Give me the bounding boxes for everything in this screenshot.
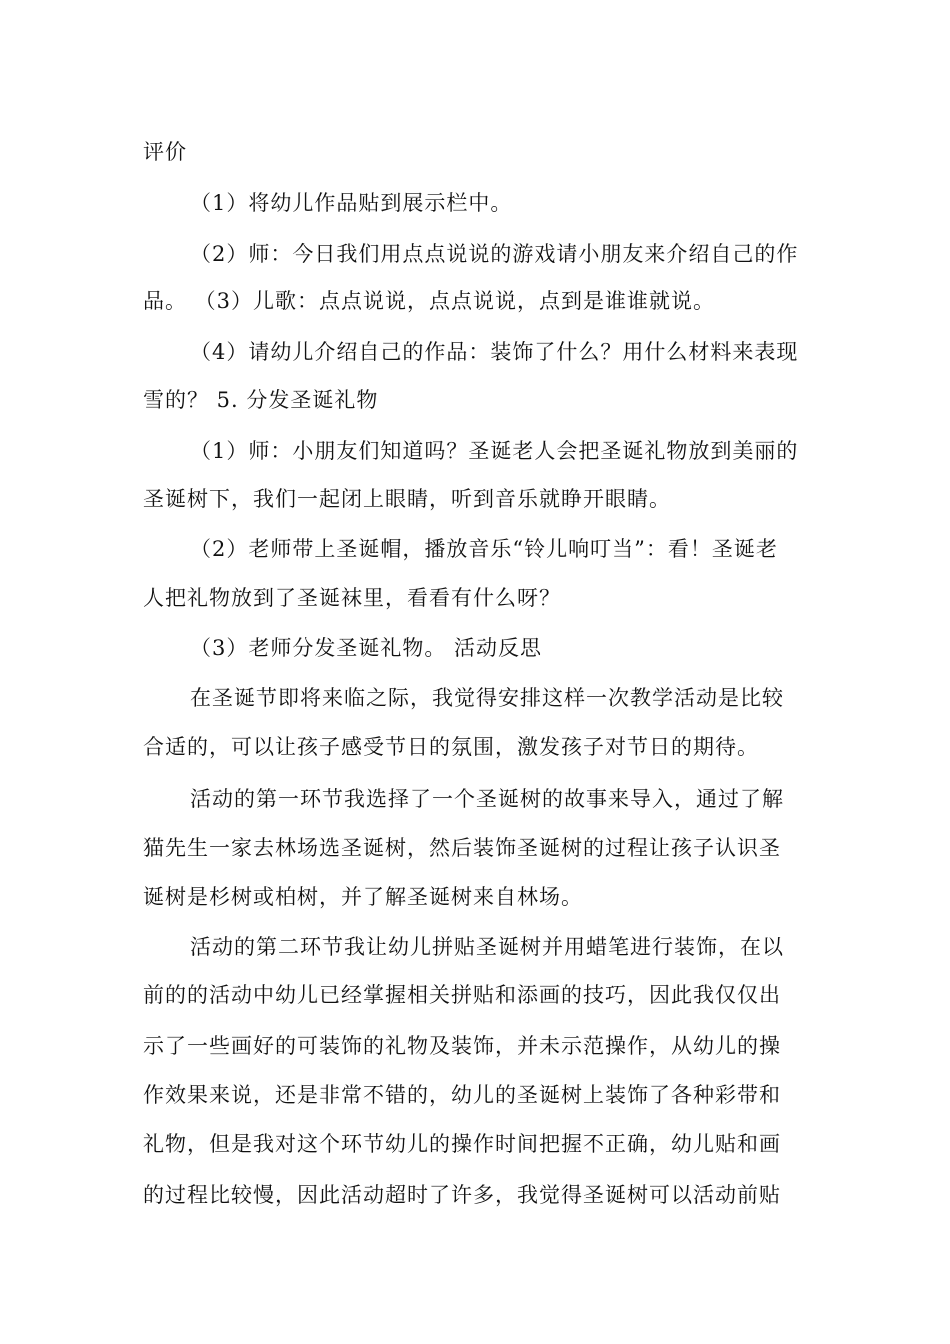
text-line: （2）师：今日我们用点点说说的游戏请小朋友来介绍自己的作 [190,242,799,266]
text-line: （1）将幼儿作品贴到展示栏中。 [190,191,513,215]
text-line: 前的的活动中幼儿已经掌握相关拼贴和添画的技巧，因此我仅仅出 [143,983,781,1007]
text-line: （4）请幼儿介绍自己的作品：装饰了什么？用什么材料来表现 [190,340,799,364]
text-line: 人把礼物放到了圣诞袜里，看看有什么呀？ [143,586,561,610]
text-line: 雪的？ 5. 分发圣诞礼物 [143,388,379,412]
text-line: 猫先生一家去林场选圣诞树，然后装饰圣诞树的过程让孩子认识圣 [143,836,781,860]
text-line: 在圣诞节即将来临之际，我觉得安排这样一次教学活动是比较 [190,686,784,710]
text-line: 示了一些画好的可装饰的礼物及装饰，并未示范操作，从幼儿的操 [143,1034,781,1058]
text-line: 品。 （3）儿歌：点点说说，点点说说，点到是谁谁就说。 [143,289,716,313]
text-line: （1）师：小朋友们知道吗？圣诞老人会把圣诞礼物放到美丽的 [190,439,799,463]
text-line: 合适的，可以让孩子感受节日的氛围，激发孩子对节日的期待。 [143,735,759,759]
text-line: 作效果来说，还是非常不错的，幼儿的圣诞树上装饰了各种彩带和 [143,1083,781,1107]
text-line: 的过程比较慢，因此活动超时了许多，我觉得圣诞树可以活动前贴 [143,1183,781,1207]
text-line: 诞树是杉树或柏树，并了解圣诞树来自林场。 [143,885,583,909]
text-line: 礼物，但是我对这个环节幼儿的操作时间把握不正确，幼儿贴和画 [143,1132,781,1156]
text-line-heading-evaluation: 评价 [143,140,187,164]
text-line: （3）老师分发圣诞礼物。 活动反思 [190,636,543,660]
text-line: （2）老师带上圣诞帽，播放音乐“铃儿响叮当”：看！圣诞老 [190,537,778,561]
text-line: 圣诞树下，我们一起闭上眼睛，听到音乐就睁开眼睛。 [143,487,671,511]
text-line: 活动的第一环节我选择了一个圣诞树的故事来导入，通过了解 [190,787,784,811]
text-line: 活动的第二环节我让幼儿拼贴圣诞树并用蜡笔进行装饰，在以 [190,935,784,959]
